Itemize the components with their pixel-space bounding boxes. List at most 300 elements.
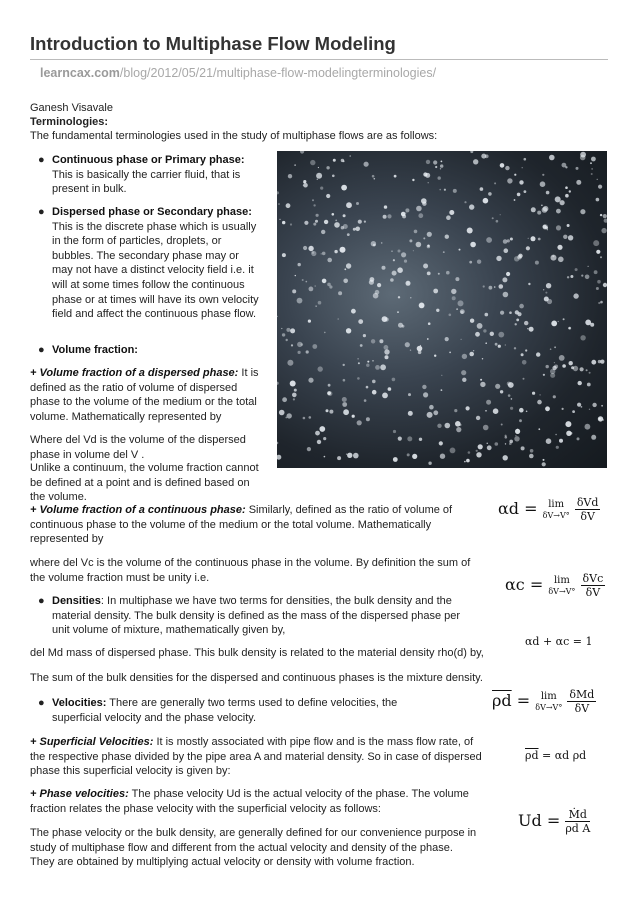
bubble: [426, 160, 430, 164]
bubble: [476, 452, 481, 457]
bubble: [580, 209, 585, 214]
bubble: [358, 362, 360, 364]
bubble: [594, 270, 598, 274]
bubble: [581, 275, 583, 277]
bubble: [372, 390, 377, 395]
bubble: [545, 292, 547, 294]
bubble: [433, 289, 438, 294]
bubble: [462, 354, 467, 359]
bubble: [279, 219, 280, 220]
bubble: [503, 292, 509, 298]
bubble: [312, 199, 314, 201]
bubble: [427, 412, 433, 418]
bubble: [496, 256, 501, 261]
bubble: [519, 419, 522, 422]
bubble: [532, 392, 535, 395]
bubble: [433, 160, 437, 164]
bubble: [382, 393, 388, 399]
bubble: [377, 283, 381, 287]
bubble: [487, 443, 488, 444]
bubble: [486, 400, 491, 405]
bubble: [460, 309, 465, 314]
bubble: [311, 251, 316, 256]
equation-unity: αd + αc = 1: [525, 635, 593, 648]
bubble: [597, 280, 601, 284]
bubble: [439, 189, 441, 191]
bullet-velocities-title: Velocities:: [52, 697, 107, 709]
bubble: [567, 224, 570, 227]
bubble: [427, 245, 430, 248]
bubble: [506, 272, 510, 276]
bubble: [372, 175, 375, 178]
bubble: [423, 392, 428, 397]
bubble: [392, 271, 397, 276]
bubble: [445, 337, 449, 341]
bubble: [425, 173, 430, 178]
bullet-volume-fraction: [38, 343, 252, 358]
bubble: [316, 214, 319, 217]
bubble: [462, 378, 466, 382]
bubble: [556, 446, 559, 449]
bubble: [364, 162, 369, 167]
eq4-equals: =: [516, 691, 531, 710]
bubble: [308, 246, 313, 251]
bubble: [453, 189, 457, 193]
bubble: [509, 442, 512, 445]
eq2-lhs: αc =: [505, 575, 544, 594]
bubble: [308, 378, 313, 383]
bubble: [603, 214, 607, 218]
bubble: [505, 344, 506, 345]
bubble: [554, 362, 555, 363]
bubble: [309, 287, 314, 292]
bubble: [358, 220, 362, 224]
bubble: [576, 180, 581, 185]
bubble: [528, 238, 529, 239]
eq1-lhs: αd =: [498, 499, 538, 518]
bubble: [427, 232, 432, 237]
bubble: [515, 310, 519, 314]
bubble: [420, 345, 421, 346]
bubble: [388, 387, 392, 391]
bubble: [485, 154, 489, 158]
bubble: [562, 408, 564, 410]
eq4-limit: lim δV→V°: [535, 690, 563, 712]
bubble: [427, 272, 431, 276]
bullet-dot: ●: [38, 595, 45, 607]
bubble: [419, 303, 425, 309]
bullet-velocities-text: There are generally two terms used to define velocities, the superficial velocity and the phase velocity.: [52, 697, 398, 724]
bubble: [394, 175, 397, 178]
bubble: [449, 314, 452, 317]
bubble: [440, 164, 443, 167]
bubble: [531, 207, 536, 212]
bubble: [402, 325, 405, 328]
bubble: [570, 275, 573, 278]
bubble: [596, 250, 600, 254]
bubble: [575, 268, 578, 271]
bubble: [487, 445, 492, 450]
bullet-dot: ●: [38, 154, 45, 166]
bubble: [553, 395, 556, 398]
bubble: [307, 447, 311, 451]
bubble: [494, 286, 496, 288]
bubble: [546, 283, 551, 288]
bubble: [279, 410, 285, 416]
bubble: [450, 448, 456, 454]
bubble: [392, 378, 396, 382]
bubble: [546, 365, 549, 368]
bubble: [372, 380, 376, 384]
bubble: [303, 417, 306, 420]
bubble: [468, 451, 471, 454]
equation-bulk-density: [492, 688, 596, 715]
bubble: [591, 173, 593, 175]
source-url[interactable]: [40, 66, 436, 80]
bubble: [319, 426, 325, 432]
bubble: [347, 233, 350, 236]
bubble: [569, 190, 571, 192]
bubbles-image: [277, 151, 607, 468]
bubble: [364, 221, 366, 223]
bubble: [523, 378, 525, 380]
bubble: [286, 339, 288, 341]
bubble: [514, 436, 519, 441]
bubble: [343, 364, 345, 366]
bubble: [563, 318, 565, 320]
bubble: [478, 444, 483, 449]
title-divider: [30, 59, 608, 60]
bubble: [337, 456, 341, 460]
phase-vel-text: The phase velocity Ud is the actual velocity of the phase. The volume fraction relates the phase velocity with the superficial velocity as follows:: [30, 788, 469, 815]
bubble: [540, 181, 546, 187]
bullet-densities-title: Densities: [52, 595, 101, 607]
bubble: [504, 248, 509, 253]
bubble: [488, 192, 492, 196]
bubble: [568, 327, 570, 329]
bubble: [338, 291, 342, 295]
bubble: [543, 374, 545, 376]
bubble: [444, 189, 446, 191]
bubble: [493, 408, 499, 414]
bubble: [473, 159, 478, 164]
bubble: [505, 443, 506, 444]
bubble: [366, 386, 369, 389]
bubble: [384, 349, 389, 354]
bubble: [541, 205, 543, 207]
bubble: [500, 163, 505, 168]
bullet-dot: ●: [38, 206, 45, 218]
bubble: [316, 173, 322, 179]
bubble: [600, 301, 603, 304]
bubble: [344, 268, 346, 270]
bubble: [519, 408, 524, 413]
bubble: [591, 360, 596, 365]
bubble: [327, 391, 332, 396]
bubble: [277, 455, 281, 460]
bubble: [334, 250, 337, 253]
bubble: [356, 202, 359, 205]
bubble: [401, 252, 406, 257]
bubble: [515, 323, 517, 325]
bubble: [317, 179, 318, 180]
bubble: [469, 261, 472, 264]
bubble: [412, 454, 417, 459]
bubble: [277, 191, 279, 194]
bubble: [525, 349, 527, 351]
bubble: [324, 456, 326, 458]
bubble: [576, 167, 579, 170]
bubble: [500, 214, 501, 215]
bubble: [318, 301, 322, 305]
bubble: [495, 343, 498, 346]
author: Ganesh Visavale: [30, 102, 113, 114]
bubble: [514, 347, 516, 349]
phase-vel-paragraph: [30, 787, 485, 816]
page-title: Introduction to Multiphase Flow Modeling: [30, 33, 396, 54]
bubble: [290, 223, 292, 225]
bubble: [577, 437, 580, 440]
bubble: [550, 369, 555, 374]
bubble: [485, 342, 487, 344]
bubble: [538, 428, 540, 430]
bubble: [353, 453, 359, 459]
bubble: [286, 203, 291, 208]
bubble: [416, 242, 422, 248]
bubble: [282, 397, 287, 402]
bubble: [572, 410, 575, 413]
bubble: [580, 367, 584, 371]
bubble: [589, 409, 590, 410]
bubble: [587, 383, 591, 387]
bubble: [401, 212, 406, 217]
bubble: [559, 439, 563, 443]
bubble: [475, 332, 480, 337]
bubble: [408, 393, 411, 396]
eq1-limit: lim δV→V°: [542, 498, 570, 520]
bubble: [347, 453, 352, 458]
bubble: [410, 350, 411, 351]
bubble: [569, 361, 573, 365]
bubble: [315, 220, 318, 223]
bubble: [366, 417, 370, 421]
bubble: [398, 296, 400, 298]
bubble: [446, 271, 450, 275]
bubble: [514, 256, 519, 261]
bubble: [558, 257, 564, 263]
bubble: [490, 332, 494, 336]
superficial-text: It is mostly associated with pipe flow and is the mass flow rate, of the respective phase divided by the pipe area A and material density. So in case of dispersed phase this superficial velocity is given by:: [30, 736, 482, 778]
bubble: [588, 266, 589, 267]
bubble: [301, 343, 304, 346]
bubble: [334, 222, 340, 228]
bubble: [514, 199, 516, 201]
bubble: [528, 283, 530, 285]
bubble: [314, 285, 316, 287]
bullet-dispersed-title: Dispersed phase or Secondary phase:: [52, 206, 252, 218]
bubble: [459, 249, 461, 251]
eq5-rhs: = αd ρd: [542, 749, 587, 762]
continuum-text: Unlike a continuum, the volume fraction cannot be defined at a point and is defined based on the volume.: [30, 462, 259, 504]
bubble: [295, 275, 296, 276]
url-domain: learncax.com: [40, 66, 120, 80]
bubble: [303, 180, 306, 183]
bubble: [519, 304, 524, 309]
bubble: [440, 168, 441, 169]
bullet-dot: ●: [38, 344, 45, 356]
bubble: [439, 441, 443, 445]
bubble: [355, 227, 360, 232]
bubble: [509, 311, 512, 314]
bubble: [517, 193, 521, 197]
bubble: [379, 339, 383, 343]
bullet-continuous-title: Continuous phase or Primary phase:: [52, 154, 245, 166]
bubble: [294, 389, 297, 392]
bubble: [346, 328, 351, 333]
bubble: [293, 398, 295, 400]
bubble: [297, 298, 303, 304]
bubble: [324, 332, 326, 334]
equation-phase-velocity: [518, 808, 590, 835]
bubble: [449, 210, 454, 215]
bubble: [440, 454, 445, 459]
bubble: [412, 179, 414, 181]
bubble: [547, 299, 552, 304]
bubble: [535, 261, 539, 265]
bubble: [372, 360, 374, 362]
bubble: [489, 286, 493, 290]
bubble: [341, 226, 344, 229]
bubble: [531, 236, 536, 241]
vf-continuous-text: Similarly, defined as the ratio of volume of continuous phase to the volume of the medium or the total volume. Mathematically represented by: [30, 504, 453, 546]
bubble: [483, 198, 489, 204]
bubble: [578, 381, 582, 385]
bubble: [410, 297, 411, 298]
bubble: [313, 223, 316, 226]
bubble: [480, 187, 484, 191]
bubble: [563, 235, 567, 239]
bubble: [470, 319, 474, 323]
bubble: [346, 263, 351, 268]
bubble: [591, 435, 596, 440]
bubble: [559, 355, 565, 361]
bubble: [458, 300, 464, 306]
bubble: [337, 318, 339, 320]
bubble: [438, 176, 441, 179]
bubble: [292, 393, 297, 398]
bubble: [427, 338, 429, 340]
equation-density-relation: [525, 749, 586, 762]
bubble: [547, 229, 548, 230]
bubble: [521, 446, 525, 450]
bubble: [429, 405, 434, 410]
bubble: [573, 293, 578, 298]
bubble: [383, 215, 387, 219]
bubble: [357, 377, 360, 380]
bubble: [335, 220, 337, 222]
bubble: [384, 345, 389, 350]
bubble: [507, 382, 511, 386]
bubble: [340, 247, 346, 253]
bubble: [464, 461, 466, 463]
bubble: [398, 437, 402, 441]
bubble: [294, 164, 296, 166]
bubble: [393, 430, 396, 433]
bubble: [498, 345, 501, 348]
bubble: [551, 321, 557, 327]
vf-continuous-paragraph: [30, 503, 470, 547]
bubble: [288, 174, 292, 178]
bubble: [585, 320, 591, 326]
bubble: [445, 423, 451, 429]
bubble: [329, 410, 333, 414]
bubble: [503, 455, 508, 460]
bubble: [341, 185, 347, 191]
bubble: [593, 240, 599, 246]
bubble: [507, 178, 512, 183]
bubble: [542, 462, 546, 466]
bubble: [499, 284, 504, 289]
bubble: [570, 432, 573, 435]
bubble: [441, 161, 443, 163]
bubble: [435, 166, 437, 168]
bubble: [349, 155, 351, 157]
bullet-dispersed: [38, 205, 262, 322]
bubble: [282, 253, 286, 257]
bubble: [503, 239, 508, 244]
bubble: [521, 353, 524, 356]
bubble: [526, 411, 528, 413]
bubble: [298, 263, 301, 266]
bubble: [529, 327, 534, 332]
bubble: [545, 406, 550, 411]
bubble: [306, 350, 309, 353]
bubble: [522, 360, 527, 365]
bubble: [328, 384, 331, 387]
bubble: [358, 319, 363, 324]
bullet-continuous-text: This is basically the carrier fluid, that is present in bulk.: [52, 168, 241, 196]
bubble: [596, 198, 600, 202]
bubble: [604, 219, 607, 223]
bubble: [326, 194, 330, 198]
bubble: [485, 313, 489, 317]
bubble: [405, 208, 409, 212]
bubble: [546, 191, 550, 195]
bubble: [501, 424, 503, 426]
bubble: [554, 346, 556, 348]
bubble: [393, 457, 398, 462]
bubble: [300, 151, 304, 154]
bubble: [404, 260, 407, 263]
bubble: [558, 321, 559, 322]
bubble: [599, 418, 601, 420]
bubble: [343, 160, 345, 162]
bubble: [277, 316, 278, 317]
bubble: [543, 289, 544, 290]
bubble: [326, 166, 329, 169]
bubble: [374, 178, 376, 180]
bubble: [454, 409, 457, 412]
bubble: [477, 323, 483, 329]
bubble: [441, 389, 443, 391]
bubble: [302, 279, 304, 281]
bubble: [510, 407, 513, 410]
bubble: [317, 440, 321, 444]
bubble: [421, 198, 427, 204]
bubble: [585, 275, 590, 280]
bubble: [543, 225, 547, 229]
bubble: [303, 246, 307, 250]
